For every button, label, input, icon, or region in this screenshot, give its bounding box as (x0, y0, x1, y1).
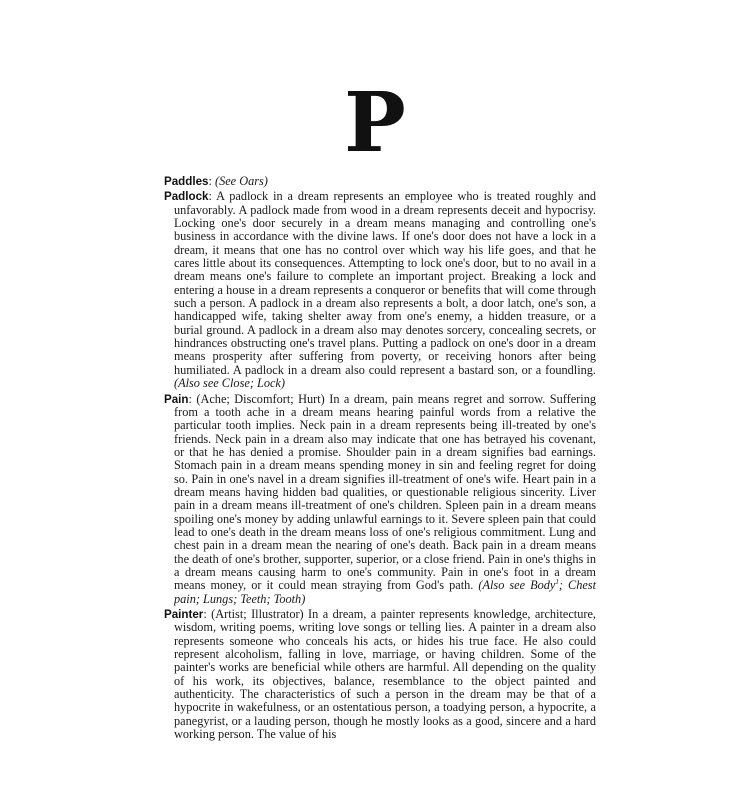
entry-headword: Pain (164, 392, 189, 406)
entry-separator: : (188, 391, 197, 406)
dictionary-entries (164, 175, 596, 743)
entry-headword: Padlock (164, 190, 209, 204)
superscript-marker: 1 (555, 578, 559, 587)
entry-headword: Paddles (164, 175, 209, 188)
entry-cross-reference: (Also see Close; Lock) (174, 376, 285, 391)
entry-separator: : (208, 189, 217, 204)
entry-separator: : (208, 174, 215, 188)
entry-body: A padlock in a dream represents an employee who is treated roughly and unfavorably. A padlock made from wood in a dream represents deceit and hypocrisy. Locking one's door securely in a dream means managing and controlling one's business in accordance with the divine laws. If one's door does not have a lock in a dream, it means that one has no control over which way his life goes, and that he cares little about its consequences. Attempting to lock one's door, but to no avail in a dream means one's failure to complete an important project. Breaking a lock and entering a house in a dream represents a conqueror or benefits that will come through such a person. A padlock in a dream also represents a bolt, a door latch, one's son, a handicapped wife, taking shelter away from one's enemy, a hidden treasure, or a burial ground. A padlock in a dream also may denotes sorcery, concealing secrets, or hindrances obstructing one's travel plans. Putting a padlock on one's door in a dream means prosperity after suffering from poverty, or receiving honors after being humiliated. A padlock in a dream also could represent a bastard son, or a foundling. (174, 189, 597, 377)
entry-separator: : (203, 607, 212, 621)
entry-headword: Painter (164, 608, 204, 621)
section-letter-heading: P (344, 75, 406, 171)
entry-body: (Artist; Illustrator) In a dream, a painter represents knowledge, architecture, wisdom, writing poems, writing love songs or telling lies. A painter in a dream also represents someone who conceals his acts, or hides his true face. He also could represent alcoholism, falling in love, marriage, or having children. Some of the painter's works are beneficial while others are harmful. All depending on the quality of his work, its objectives, balance, resemblance to the object painted and authenticity. The characteristics of such a person in the dream may be that of a hypocrite in wakefulness, or an ostentatious person, a toadying person, a hypocrite, a panegyrist, or a lauding person, though he mostly looks as a good, sincere and a hard working person. The value of his (174, 607, 596, 742)
entry-padlock (164, 190, 596, 390)
entry-cross-reference: (See Oars) (214, 174, 268, 188)
entry-body: (Ache; Discomfort; Hurt) In a dream, pain means regret and sorrow. Suffering from a tooth ache in a dream means hearing painful words from a relative the particular tooth implies. Neck pain in a dream represents being ill-treated by one's friends. Neck pain in a dream also may indicate that one has betrayed his covenant, or that he has denied a promise. Shoulder pain in a dream signifies bad earnings. Stomach pain in a dream means spending money in sin and feeling regret for doing so. Pain in one's navel in a dream signifies ill-treatment of one's wife. Heart pain in a dream means having hidden bad qualities, or questionable religious sincerity. Liver pain in a dream means ill-treatment of one's children. Spleen pain in a dream means spoiling one's money by adding unlawful earnings to it. Severe spleen pain that could lead to one's death in the dream means loss of one's religious commitment. Lung and chest pain in a dream mean the nearing of one's death. Back pain in a dream means the death of one's brother, supporter, superior, or a close friend. Pain in one's thighs in a dream means causing harm to one's community. Pain in one's foot in a dream means money, or it could mean straying from God's path. (174, 391, 596, 593)
entry-paddles (164, 175, 596, 188)
cross-reference-rest: ; Chest pain; Lungs; Teeth; Tooth) (174, 578, 597, 606)
cross-reference-prefix: (Also see Body (478, 578, 556, 593)
entry-painter (164, 608, 596, 741)
entry-pain (164, 393, 596, 607)
